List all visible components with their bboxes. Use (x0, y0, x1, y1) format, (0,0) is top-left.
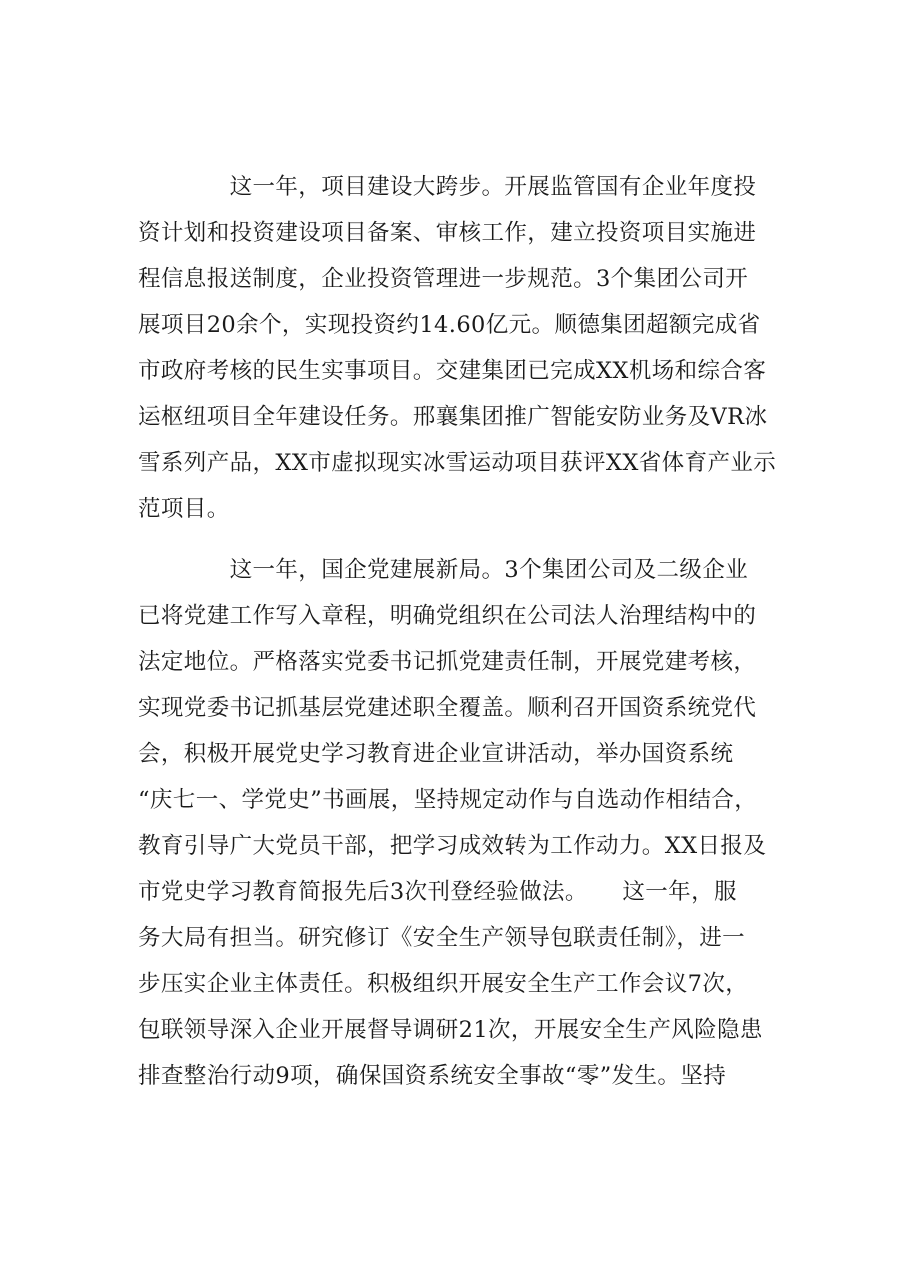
text-line: 教育引导广大党员干部，把学习成效转为工作动力。XX日报及 (138, 833, 767, 859)
text-line: 市政府考核的民生实事项目。交建集团已完成XX机场和综合客 (138, 358, 767, 384)
text-line: 范项目。 (138, 496, 230, 522)
text-line: 实现党委书记抓基层党建述职全覆盖。顺利召开国资系统党代 (138, 695, 757, 721)
text-line: 这一年，国企党建展新局。3个集团公司及二级企业 (138, 557, 749, 583)
text-line: 市党史学习教育简报先后3次刊登经验做法。 这一年，服 (138, 879, 737, 905)
text-line: 这一年，项目建设大跨步。开展监管国有企业年度投 (138, 174, 757, 200)
text-line: 运枢纽项目全年建设任务。邢襄集团推广智能安防业务及VR冰 (138, 404, 768, 430)
text-line: 法定地位。严格落实党委书记抓党建责任制，开展党建考核， (138, 649, 757, 675)
text-line: “庆七一、学党史”书画展，坚持规定动作与自选动作相结合， (138, 787, 758, 813)
text-line: 包联领导深入企业开展督导调研21次，开展安全生产风险隐患 (138, 1017, 763, 1043)
text-line: 会，积极开展党史学习教育进企业宣讲活动，举办国资系统 (138, 741, 734, 767)
text-line: 排查整治行动9项，确保国资系统安全事故“零”发生。坚持 (138, 1063, 727, 1089)
text-line: 展项目20余个，实现投资约14.60亿元。顺德集团超额完成省 (138, 312, 761, 338)
text-line: 雪系列产品，XX市虚拟现实冰雪运动项目获评XX省体育产业示 (138, 450, 777, 476)
text-line: 务大局有担当。研究修订《安全生产领导包联责任制》，进一 (138, 925, 746, 951)
text-line: 程信息报送制度，企业投资管理进一步规范。3个集团公司开 (138, 266, 749, 292)
text-line: 已将党建工作写入章程，明确党组织在公司法人治理结构中的 (138, 603, 757, 629)
text-line: 资计划和投资建设项目备案、审核工作，建立投资项目实施进 (138, 220, 757, 246)
text-line: 步压实企业主体责任。积极组织开展安全生产工作会议7次， (138, 971, 749, 997)
